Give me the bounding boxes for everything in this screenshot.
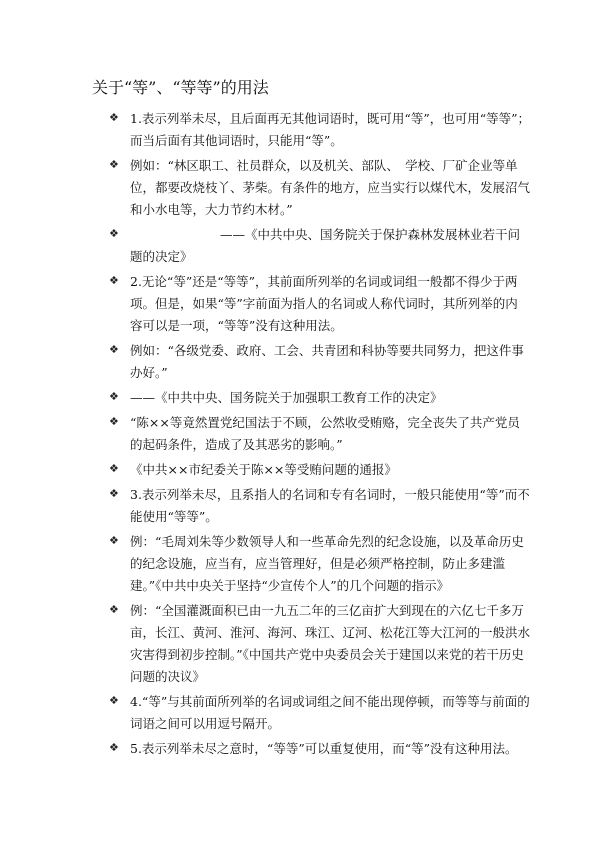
diamond-bullet-icon: ❖ [109,603,119,616]
item-text: ——《中共中央、国务院关于保护森林发展林业若干问题的决定》 [130,227,521,264]
list-item [0,531,600,597]
diamond-bullet-icon: ❖ [109,227,119,240]
list-item [0,340,600,384]
usage-list [0,108,600,760]
diamond-bullet-icon: ❖ [109,741,119,754]
diamond-bullet-icon: ❖ [109,274,119,287]
item-text: 5.表示列举未尽之意时，“等等”可以重复使用，而“等”没有这种用法。 [130,741,518,756]
list-item [0,271,600,337]
item-text: “陈××等竟然置党纪国法于不顾，公然收受贿赂，完全丧失了共产党员的起码条件，造成了及其恶劣的影响。” [130,415,520,452]
diamond-bullet-icon: ❖ [109,343,119,356]
page-title: 关于“等”、“等等”的用法 [92,78,269,97]
item-text: 3.表示列举未尽，且系指人的名词和专有名词时，一般只能使用“等”而不能使用“等等”。 [130,487,530,524]
list-item [0,387,600,409]
list-item [0,600,600,688]
list-item [0,459,600,481]
item-text: 2.无论“等”还是“等等”，其前面所列举的名词或词组一般都不得少于两项。但是，如果“等”字前面为指人的名词或人称代词时，其所列举的内容可以是一项，“等等”没有这种用法。 [130,274,518,333]
list-item [0,412,600,456]
diamond-bullet-icon: ❖ [109,694,119,707]
diamond-bullet-icon: ❖ [109,487,119,500]
diamond-bullet-icon: ❖ [109,534,119,547]
list-item [0,691,600,735]
item-text: 例如：“林区职工、社员群众，以及机关、部队、 学校、厂矿企业等单位，都要改烧枝丫、茅柴。有条件的地方，应当实行以煤代木，发展沼气和小水电等，大力节约木材。” [130,158,531,217]
item-text: 1.表示列举未尽，且后面再无其他词语时，既可用“等”，也可用“等等”；而当后面有其他词语时，只能用“等”。 [130,111,530,148]
item-text: 《中共××市纪委关于陈××等受贿问题的通报》 [130,462,397,477]
item-text: 4.“等”与其前面所列举的名词或词组之间不能出现停顿，而等等与前面的词语之间可以用逗号隔开。 [130,694,530,731]
list-item [0,155,600,221]
list-item [0,484,600,528]
list-item [0,108,600,152]
diamond-bullet-icon: ❖ [109,390,119,403]
item-text: ——《中共中央、国务院关于加强职工教育工作的决定》 [130,390,443,405]
list-item [0,738,600,760]
item-text: 例：“全国灌溉面积已由一九五二年的三亿亩扩大到现在的六亿七千多万亩，长江、黄河、淮河、海河、珠江、辽河、松花江等大江河的一般洪水灾害得到初步控制。”《中国共产党中央委员会关于建国以来党的若干历史问题的决议》 [130,603,531,684]
diamond-bullet-icon: ❖ [109,462,119,475]
diamond-bullet-icon: ❖ [109,415,119,428]
diamond-bullet-icon: ❖ [109,111,119,124]
diamond-bullet-icon: ❖ [109,158,119,171]
list-item [0,224,600,268]
item-text: 例如：“各级党委、政府、工会、共青团和科协等要共同努力，把这件事办好。” [130,343,524,380]
item-text: 例：“毛周刘朱等少数领导人和一些革命先烈的纪念设施，以及革命历史的纪念设施，应当有，应当管理好，但是必须严格控制，防止多建滥建。”《中共中央关于坚持“少宣传个人”的几个问题的指示》 [130,534,524,593]
